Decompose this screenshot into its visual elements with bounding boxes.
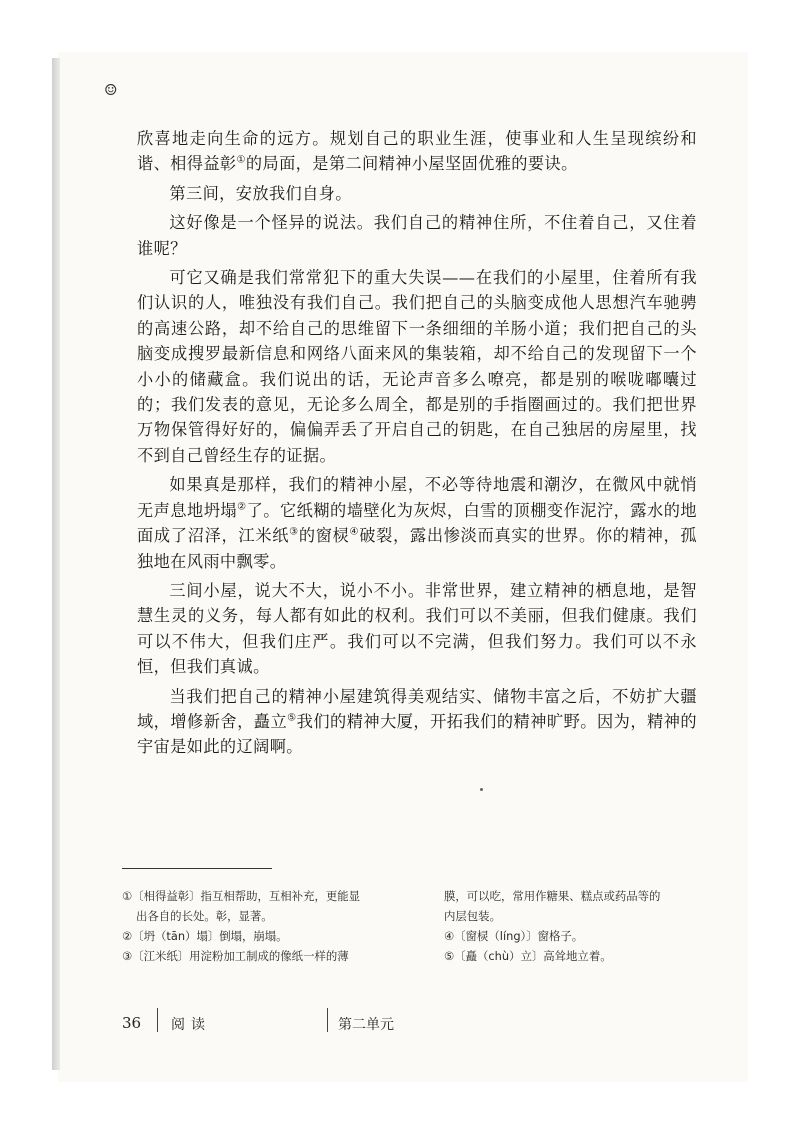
paragraph-text: 破裂，露出惨淡而真实的世界。你的精神，孤独地在风雨中飘零。 (137, 526, 697, 571)
paragraph-text: 当我们把自己的精神小屋建筑得美观结实、储物丰富之后，不妨扩大疆域，增修新舍，矗立 (137, 686, 697, 731)
paragraph-text: 欣喜地走向生命的远方。规划自己的职业生涯，使事业和人生呈现缤纷和谐、相得益彰 (137, 129, 697, 174)
paragraph (137, 472, 697, 574)
footnote-line: 内层包装。 (444, 909, 501, 923)
unit-name: 第二单元 (338, 1017, 394, 1033)
footer-divider (157, 1008, 158, 1032)
paragraph-text: 如果真是那样，我们的精神小屋，不必等待地震和潮汐，在微风中就悄无声息地坍塌 (137, 475, 697, 520)
footnote-rule (122, 868, 272, 869)
footnote-line: 出各自的长处。彰，显著。 (136, 909, 273, 923)
paragraph-text: 第三间，安放我们自身。 (169, 183, 352, 203)
footnote-marker: ① (236, 155, 246, 167)
paragraph (137, 126, 697, 177)
section-name: 阅读 (171, 1017, 211, 1033)
binding-edge (52, 58, 60, 1070)
paragraph-text: 了。它纸糊的墙壁化为灰烬，白雪的顶棚变作泥泞，露水的地面成了沼泽，江米纸 (137, 500, 697, 546)
footnote-marker: ③ (289, 526, 299, 538)
footnotes-left-column (122, 886, 422, 966)
paragraph-text: 的局面，是第二间精神小屋坚固优雅的要诀。 (245, 154, 578, 174)
paragraph (137, 181, 697, 206)
smiley-face-icon: ☺ (104, 81, 118, 99)
footnote-marker: ④ (349, 526, 360, 538)
paragraph (137, 210, 697, 261)
footnote-line: ④〔窗棂（líng）〕窗格子。 (444, 929, 584, 943)
footnote-line: 膜，可以吃，常用作糖果、糕点或药品等的 (444, 889, 661, 903)
paragraph-text: 三间小屋，说大不大，说小不小。非常世界，建立精神的栖息地，是智慧生灵的义务，每人都有如此的权利。我们可以不美丽，但我们健康。我们可以不伟大，但我们庄严。我们可以不完满，但我们努力。我们可以不永恒，但我们真诚。 (137, 580, 697, 677)
footnote-marker: ⑤ (287, 712, 297, 724)
stray-ink-mark (480, 788, 483, 791)
paragraph (137, 684, 697, 760)
footnote-marker: ② (237, 501, 247, 513)
paragraph (137, 265, 697, 468)
paragraph-text: 这好像是一个怪异的说法。我们自己的精神住所，不住着自己，又住着谁呢？ (137, 213, 697, 258)
paragraph (137, 578, 697, 680)
paragraph-text: 的窗棂 (298, 526, 350, 546)
paragraph-text: 我们的精神大厦，开拓我们的精神旷野。因为，精神的宇宙是如此的辽阔啊。 (137, 711, 697, 757)
footnote-line: ③〔江米纸〕用淀粉加工制成的像纸一样的薄 (122, 949, 349, 963)
article-body (137, 126, 697, 764)
footer-divider (327, 1008, 328, 1032)
footnotes-right-column (444, 886, 734, 966)
footnote-line: ⑤〔矗（chù）立〕高耸地立着。 (444, 949, 612, 963)
paragraph-text: 可它又确是我们常常犯下的重大失误——在我们的小屋里，住着所有我们认识的人，唯独没有我们自己。我们把自己的头脑变成他人思想汽车驰骋的高速公路，却不给自己的思维留下一条细细的羊肠小道；我们把自己的头脑变成搜罗最新信息和网络八面来风的集装箱，却不给自己的发现留下一个小小的储藏盒。我们说出的话，无论声音多么嘹亮，都是别的喉咙嘟囔过的；我们发表的意见，无论多么周全，都是别的手指圈画过的。我们把世界万物保管得好好的，偏偏弄丢了开启自己的钥匙，在自己独居的房屋里，找不到自己曾经生存的证据。 (137, 268, 697, 465)
footnote-line: ②〔坍（tān）塌〕倒塌，崩塌。 (122, 929, 288, 943)
page-number: 36 (122, 1014, 142, 1032)
footnote-line: ①〔相得益彰〕指互相帮助，互相补充，更能显 (122, 889, 361, 903)
